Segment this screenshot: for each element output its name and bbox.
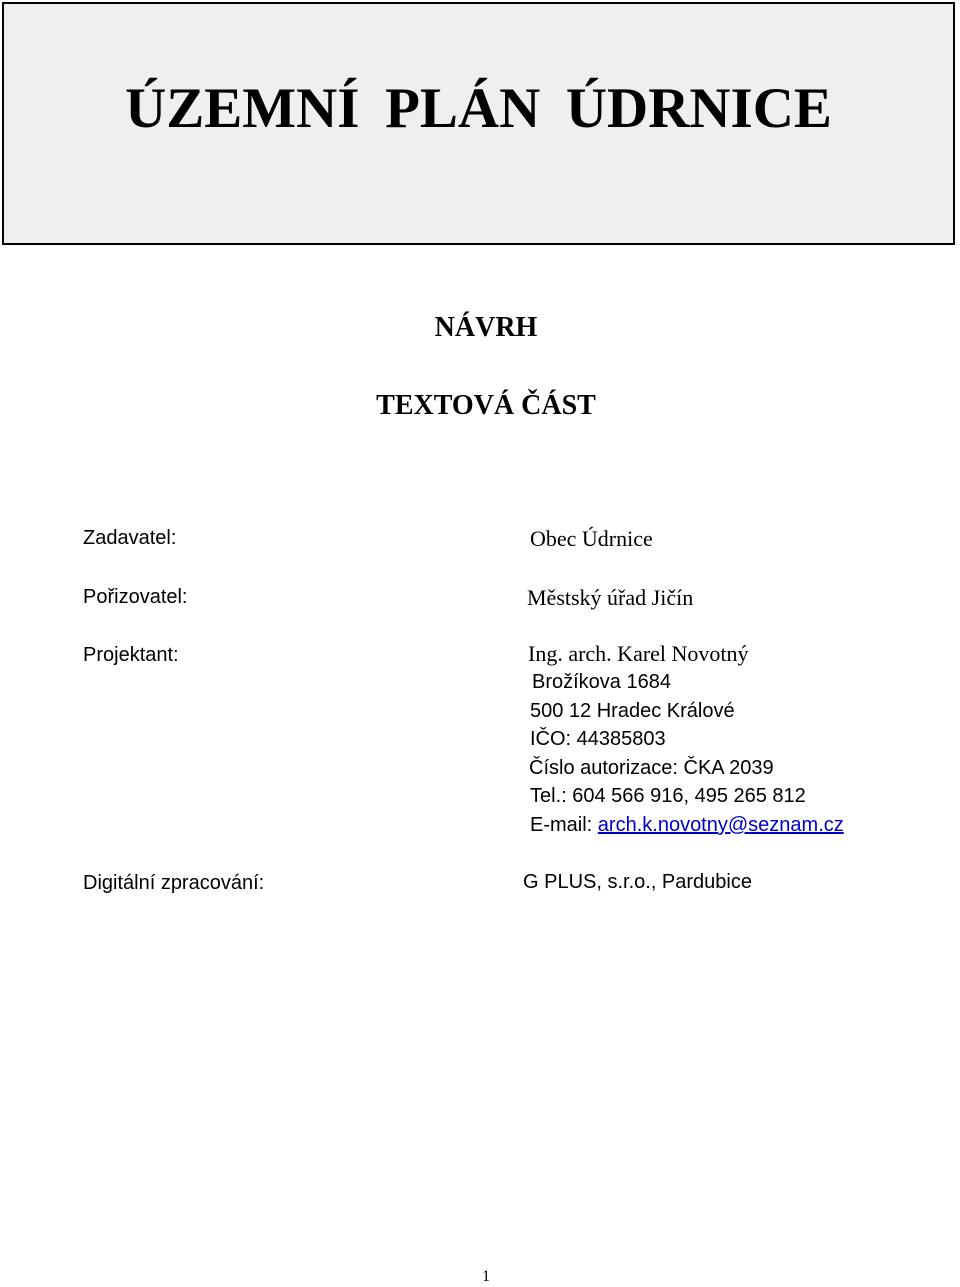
digital-value: G PLUS, s.r.o., Pardubice [523, 871, 752, 893]
title-box [2, 2, 955, 245]
document-title: ÚZEMNÍ PLÁN ÚDRNICE [125, 77, 832, 140]
projektant-name: Ing. arch. Karel Novotný [528, 641, 749, 666]
digital-label: Digitální zpracování: [83, 872, 265, 894]
porizovatel-label: Pořizovatel: [83, 586, 188, 608]
email-link[interactable]: arch.k.novotny@seznam.cz [597, 814, 844, 836]
projektant-street: Brožíkova 1684 [532, 671, 671, 693]
email-label: E-mail: [530, 814, 598, 836]
zadavatel-value: Obec Údrnice [530, 526, 653, 551]
section-heading: TEXTOVÁ ČÁST [376, 390, 596, 421]
projektant-phone: Tel.: 604 566 916, 495 265 812 [530, 785, 806, 807]
zadavatel-label: Zadavatel: [83, 527, 177, 549]
projektant-city: 500 12 Hradec Králové [530, 700, 735, 722]
projektant-email-line [530, 814, 844, 837]
projektant-ico: IČO: 44385803 [530, 728, 666, 750]
porizovatel-value: Městský úřad Jičín [527, 585, 694, 610]
projektant-authorization: Číslo autorizace: ČKA 2039 [529, 757, 774, 779]
projektant-label: Projektant: [83, 644, 179, 666]
page-number: 1 [482, 1268, 490, 1285]
subtitle-navrh: NÁVRH [434, 312, 538, 343]
